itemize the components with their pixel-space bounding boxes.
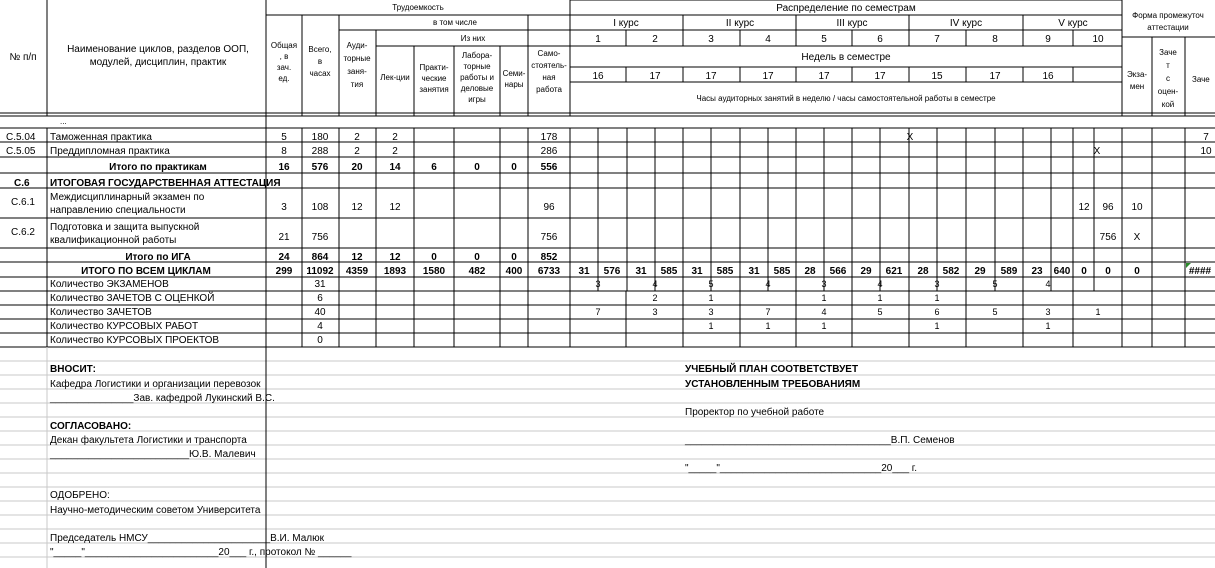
cell-text: работы и (460, 73, 494, 82)
cell-text: 5 (708, 279, 714, 289)
cell-text: С.6.2 (11, 227, 35, 238)
cell-text: 28 (917, 266, 929, 277)
cell-text: Всего, (308, 45, 332, 54)
cell-text: Количество ЗАЧЕТОВ С ОЦЕНКОЙ (50, 293, 215, 304)
cell-text: 3 (595, 279, 601, 289)
cell-text: Таможенная практика (50, 132, 152, 143)
cell-text: Форма промежуточ (1132, 11, 1204, 20)
cell-text: ОДОБРЕНО: (50, 490, 110, 501)
cell-text: 31 (748, 266, 760, 277)
cell-text: 576 (311, 162, 329, 173)
cell-text: нары (504, 80, 524, 89)
cell-text: Наименование циклов, разделов ООП, (67, 44, 249, 55)
cell-text: С.6.1 (11, 197, 35, 208)
cell-text: 178 (540, 132, 558, 143)
cell-text: Междисциплинарный экзамен по (50, 192, 205, 203)
cell-text: работа (536, 85, 562, 94)
cell-text: 4 (821, 307, 827, 317)
semester-label: 10 (1092, 34, 1104, 45)
cell-text: торные (463, 62, 491, 71)
semester-label: 6 (877, 34, 883, 45)
cell-text: 14 (389, 162, 401, 173)
cell-text: С.5.04 (6, 132, 36, 143)
cell-text: Итого по ИГА (125, 252, 191, 263)
cell-text: 756 (1099, 232, 1117, 243)
cell-text: 31 (578, 266, 590, 277)
cell-text: Заче (1192, 75, 1210, 84)
cell-text: 12 (351, 252, 363, 263)
cell-text: Лабора- (461, 51, 493, 60)
cell-text: кой (1161, 100, 1175, 109)
weeks-value: 17 (649, 71, 661, 82)
course-label: III курс (836, 18, 868, 29)
cell-text: 556 (540, 162, 558, 173)
cell-text: УЧЕБНЫЙ ПЛАН СООТВЕТСТВУЕТ (685, 364, 859, 375)
cell-text: 24 (278, 252, 290, 263)
cell-text: 566 (829, 266, 847, 277)
cell-text: 589 (1000, 266, 1018, 277)
cell-text: Лек-ции (380, 73, 410, 82)
cell-text: 20 (351, 162, 363, 173)
cell-text: 3 (281, 202, 287, 213)
cell-text: 6733 (537, 266, 561, 277)
cell-text: квалификационной работы (50, 235, 177, 246)
cell-text: 299 (275, 266, 293, 277)
cell-text: 4359 (345, 266, 369, 277)
cell-text: 12 (351, 202, 363, 213)
weeks-value: 17 (762, 71, 774, 82)
cell-text: 1 (821, 321, 827, 331)
cell-text: 576 (603, 266, 621, 277)
cell-text: , в (279, 52, 289, 61)
cell-text: 3 (1045, 307, 1051, 317)
cell-text: 6 (431, 162, 437, 173)
cell-text: 2 (652, 293, 658, 303)
cell-text: 286 (540, 146, 558, 157)
cell-text: Декан факультета Логистики и транспорта (50, 435, 247, 446)
cell-text: 8 (281, 146, 287, 157)
cell-text: 1 (934, 293, 940, 303)
cell-text: 2 (392, 132, 398, 143)
cell-text: СОГЛАСОВАНО: (50, 421, 132, 432)
cell-text: 108 (311, 202, 329, 213)
cell-text: мен (1129, 82, 1145, 91)
cell-text: в том числе (433, 18, 477, 27)
cell-text: 31 (691, 266, 703, 277)
cell-text: 852 (540, 252, 558, 263)
cell-text: X (1133, 232, 1141, 243)
cell-text: 582 (942, 266, 960, 277)
cell-text: 585 (716, 266, 734, 277)
cell-text: 10 (1200, 146, 1212, 157)
cell-text: 31 (635, 266, 647, 277)
cell-text: 1 (934, 321, 940, 331)
cell-text: 5 (877, 307, 883, 317)
cell-text: 0 (474, 252, 480, 263)
cell-text: Ауди- (346, 41, 368, 50)
cell-text: 640 (1053, 266, 1071, 277)
cell-text: 585 (660, 266, 678, 277)
cell-text: игры (468, 95, 486, 104)
cell-text: 1580 (422, 266, 446, 277)
cell-text: ИТОГОВАЯ ГОСУДАРСТВЕННАЯ АТТЕСТАЦИЯ (50, 178, 281, 189)
cell-text: 5 (992, 307, 998, 317)
cell-text: Председатель НМСУ______________________В.И. Малюк (50, 533, 325, 544)
cell-text: деловые (460, 84, 494, 93)
cell-text: 4 (765, 279, 771, 289)
cell-text: 40 (314, 307, 326, 318)
cell-text: 1893 (383, 266, 407, 277)
cell-text: 5 (281, 132, 287, 143)
cell-text: 756 (540, 232, 558, 243)
cell-text: тия (350, 80, 364, 89)
cell-text: 29 (860, 266, 872, 277)
cell-text: Итого по практикам (109, 162, 207, 173)
cell-text: Семи- (502, 69, 526, 78)
cell-text: 0 (1081, 266, 1087, 277)
course-label: II курс (725, 18, 755, 29)
cell-text: 96 (543, 202, 555, 213)
cell-text: 4 (877, 279, 883, 289)
weeks-value: 16 (1042, 71, 1054, 82)
cell-text: Кафедра Логистики и организации перевозок (50, 379, 261, 390)
cell-text: 28 (804, 266, 816, 277)
cell-text: 0 (474, 162, 480, 173)
cell-text: Из них (460, 34, 486, 43)
cell-text: Проректор по учебной работе (685, 407, 825, 418)
semester-label: 9 (1045, 34, 1051, 45)
cell-text: т (1166, 61, 1170, 70)
cell-text: Преддипломная практика (50, 146, 170, 157)
cell-text: ВНОСИТ: (50, 364, 96, 375)
cell-text: с (1166, 74, 1170, 83)
weeks-value: 17 (818, 71, 830, 82)
cell-text: 7 (765, 307, 771, 317)
cell-text: 288 (311, 146, 329, 157)
cell-text: Экза- (1126, 70, 1148, 79)
cell-text: Количество КУРСОВЫХ РАБОТ (50, 321, 199, 332)
cell-text: 400 (505, 266, 523, 277)
cell-text: 180 (311, 132, 329, 143)
semester-label: 2 (652, 34, 658, 45)
cell-text: 23 (1031, 266, 1043, 277)
cell-text: 16 (278, 162, 290, 173)
cell-text: 0 (511, 252, 517, 263)
cell-text: 1 (821, 293, 827, 303)
weeks-value: 17 (989, 71, 1001, 82)
cell-text: X (1093, 146, 1101, 157)
cell-text: 2 (354, 132, 360, 143)
cell-text: модулей, дисциплин, практик (89, 57, 227, 68)
cell-text: С.6 (14, 178, 30, 189)
weeks-value: 17 (874, 71, 886, 82)
cell-text: Подготовка и защита выпускной (50, 222, 200, 233)
cell-text: Количество ЗАЧЕТОВ (50, 307, 152, 318)
cell-text: ... (60, 117, 67, 126)
semester-label: 5 (821, 34, 827, 45)
cell-text: в (317, 57, 323, 66)
cell-text: 12 (389, 202, 401, 213)
cell-text: торные (343, 54, 371, 63)
cell-text: X (906, 132, 914, 143)
cell-text: часах (309, 69, 331, 78)
cell-text: Трудоемкость (392, 3, 444, 12)
cell-text: 1 (877, 293, 883, 303)
cell-text: Часы аудиторных занятий в неделю / часы самостоятельной работы в семестре (696, 94, 996, 103)
cell-text: _____________________________________В.П. Семенов (685, 435, 955, 446)
cell-text: 756 (311, 232, 329, 243)
course-label: V курс (1058, 18, 1088, 29)
cell-text: аттестации (1147, 23, 1189, 32)
cell-text: 4 (1045, 279, 1051, 289)
cell-text: стоятель- (531, 61, 567, 70)
weeks-value: 15 (931, 71, 943, 82)
cell-text: 3 (652, 307, 658, 317)
cell-text: 7 (595, 307, 601, 317)
cell-text: 5 (992, 279, 998, 289)
cell-text: заня- (347, 67, 367, 76)
cell-text: "_____"_____________________________20___ г. (685, 463, 917, 474)
cells (6, 3, 1212, 558)
cell-text: 6 (317, 293, 323, 304)
cell-text: направлению специальности (50, 205, 186, 216)
cell-text: 1 (708, 321, 714, 331)
cell-text: 1 (1095, 307, 1101, 317)
cell-text: 482 (468, 266, 486, 277)
cell-text: ная (542, 73, 556, 82)
course-label: IV курс (949, 18, 983, 29)
course-label: I курс (613, 18, 639, 29)
cell-text: зач. (276, 63, 292, 72)
semester-label: 4 (765, 34, 771, 45)
cell-text: 0 (431, 252, 437, 263)
cell-text: 11092 (306, 266, 334, 277)
cell-text: 3 (934, 279, 940, 289)
cell-text: Распределение по семестрам (776, 3, 916, 14)
cell-text: _______________Зав. кафедрой Лукинский В.С. (50, 393, 275, 404)
cell-text: Практи- (419, 63, 449, 72)
cell-text: С.5.05 (6, 146, 36, 157)
cell-text: 4 (652, 279, 658, 289)
semester-label: 3 (708, 34, 714, 45)
cell-text: оцен- (1157, 87, 1179, 96)
cell-text: _________________________Ю.В. Малевич (50, 449, 256, 460)
cell-text: 10 (1131, 202, 1143, 213)
cell-text: 12 (389, 252, 401, 263)
cell-text: 4 (317, 321, 323, 332)
cell-text: ческие (421, 74, 447, 83)
cell-text: 621 (885, 266, 903, 277)
cell-text: Научно-методическим советом Университета (50, 505, 261, 516)
cell-text: ед. (278, 74, 290, 83)
cell-text: 864 (311, 252, 329, 263)
cell-text: Недель в семестре (801, 52, 891, 63)
weeks-value: 16 (592, 71, 604, 82)
cell-text: 96 (1102, 202, 1114, 213)
cell-text: #### (1188, 266, 1212, 277)
cell-text: 6 (934, 307, 940, 317)
cell-text: занятия (419, 85, 449, 94)
cell-text: 0 (1134, 266, 1140, 277)
semester-label: 8 (992, 34, 998, 45)
cell-text: 2 (392, 146, 398, 157)
cell-text: № п/п (9, 52, 37, 63)
cell-text: Количество ЭКЗАМЕНОВ (50, 279, 169, 290)
cell-text: 1 (765, 321, 771, 331)
cell-text: 29 (974, 266, 986, 277)
cell-text: Количество КУРСОВЫХ ПРОЕКТОВ (50, 335, 220, 346)
cell-text: 7 (1203, 132, 1209, 143)
cell-text: ИТОГО ПО ВСЕМ ЦИКЛАМ (81, 266, 211, 277)
cell-text: Заче (1159, 48, 1177, 57)
cell-text: 0 (317, 335, 323, 346)
cell-text: 1 (1045, 321, 1051, 331)
cell-text: "_____"________________________20___ г., протокол № ______ (50, 547, 352, 558)
cell-text: УСТАНОВЛЕННЫМ ТРЕБОВАНИЯМ (685, 379, 861, 390)
cell-text: 31 (314, 279, 326, 290)
cell-text: 0 (511, 162, 517, 173)
cell-text: 585 (773, 266, 791, 277)
cell-text: 1 (708, 293, 714, 303)
semester-label: 7 (934, 34, 940, 45)
semester-label: 1 (595, 34, 601, 45)
cell-text: 12 (1078, 202, 1090, 213)
cell-text: 3 (708, 307, 714, 317)
cell-text: 2 (354, 146, 360, 157)
cell-text: Общая (270, 41, 298, 50)
cell-text: 21 (278, 232, 290, 243)
cell-text: 0 (1105, 266, 1111, 277)
weeks-value: 17 (705, 71, 717, 82)
cell-text: 3 (821, 279, 827, 289)
cell-text: Само- (537, 49, 561, 58)
